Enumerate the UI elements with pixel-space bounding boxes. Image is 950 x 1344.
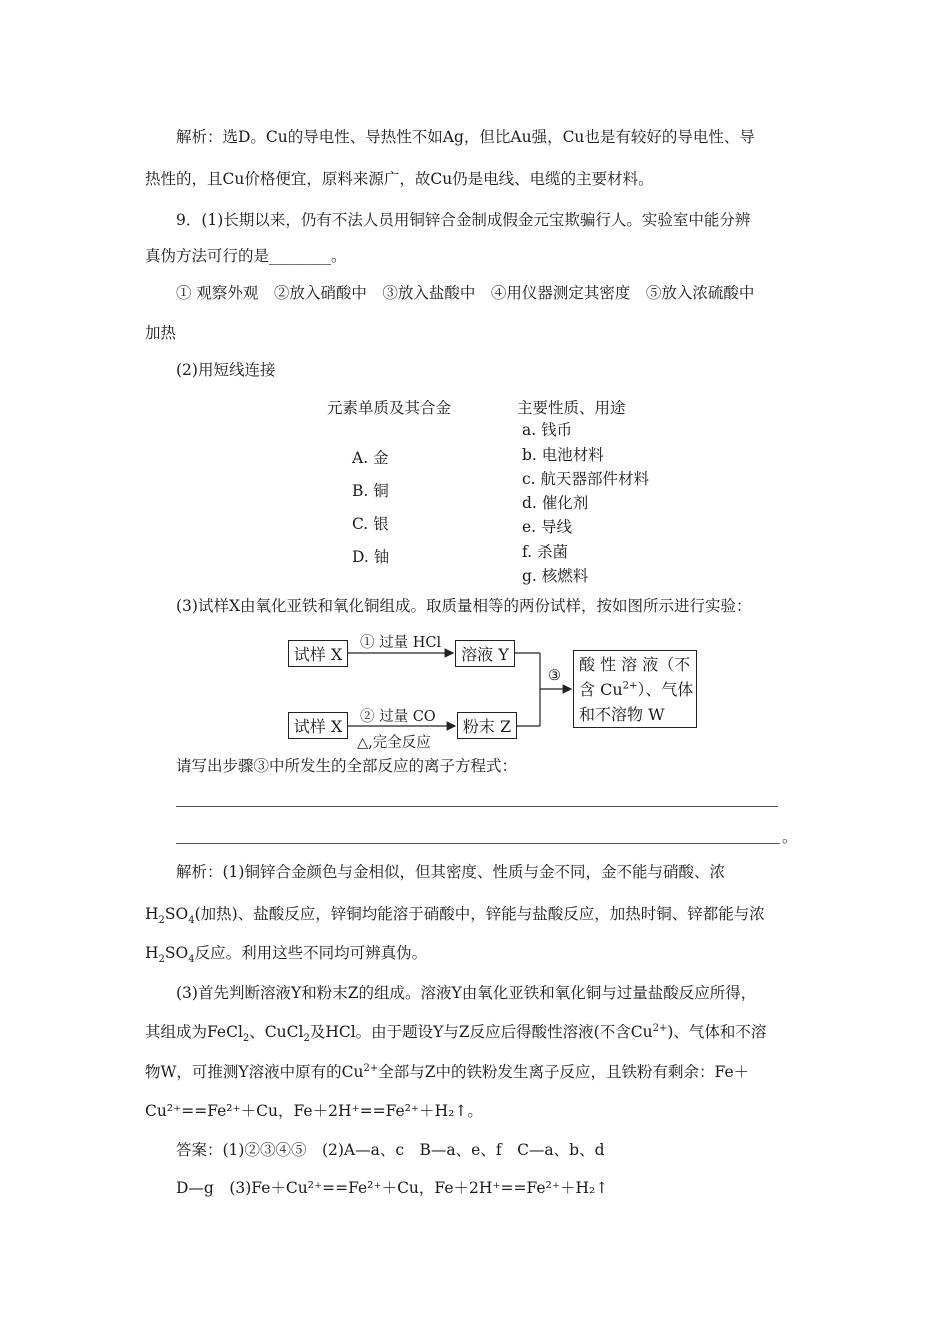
q9-part2-title: (2)用短线连接 [176,361,276,379]
matching-right-item-a: a. 钱币 [522,421,573,439]
sample-x-bottom-box: 试样 X [288,712,348,739]
matching-right-item-d: d. 催化剂 [522,494,589,512]
q9-part3-intro: (3)试样X由氧化亚铁和氧化铜组成。取质量相等的两份试样，按如图所示进行实验： [176,597,752,615]
matching-right-item-b: b. 电池材料 [522,446,604,464]
step3-label: ③ [548,668,561,684]
analysis-8-line-1: 解析：选D。Cu的导电性、导热性不如Ag，但比Au强，Cu也是有较好的导电性、导 [176,128,755,146]
result-line-2: 含 $Cu^{2+}$）、气体 [579,679,694,699]
analysis-9-p2-line-3: 物W，可推测Y溶液中原有的$Cu^{2+}$全部与Z中的铁粉发生离子反应，且铁粉有剩余：Fe＋ [145,1062,750,1081]
step2-label: ② 过量 CO [360,709,436,725]
matching-right-item-f: f. 杀菌 [522,543,569,561]
q9-part1-line-1: 9．(1)长期以来，仍有不法人员用铜锌合金制成假金元宝欺骗行人。实验室中能分辨 [176,211,751,229]
matching-left-item-b: B. 铜 [352,482,389,500]
analysis-8-line-2: 热性的，且Cu价格便宜，原料来源广，故Cu仍是电线、电缆的主要材料。 [145,170,654,188]
analysis-9-p1-line-3: $H_2SO_4$反应。利用这些不同均可辨真伪。 [145,944,428,966]
answer-blank-line-1[interactable] [176,806,778,807]
result-line-1: 酸 性 溶 液（不 [579,654,691,674]
analysis-9-p2-line-1: (3)首先判断溶液Y和粉末Z的组成。溶液Y由氧化亚铁和氧化铜与过量盐酸反应所得， [176,984,757,1002]
solution-y-box: 溶液 Y [455,640,515,667]
result-line-3: 和不溶物 W [579,704,665,724]
analysis-9-p1-line-2: $H_2SO_4$(加热)、盐酸反应，锌铜均能溶于硝酸中，锌能与盐酸反应，加热时铜、锌都能与浓 [145,905,765,927]
matching-left-item-c: C. 银 [352,515,389,533]
analysis-9-p1-line-1: 解析：(1)铜锌合金颜色与金相似，但其密度、性质与金不同，金不能与硝酸、浓 [176,863,725,881]
answer-line-1: 答案：(1)②③④⑤ (2)A—a、c B—a、e、f C—a、b、d [176,1141,605,1159]
sample-x-top-box: 试样 X [288,640,348,667]
matching-right-item-c: c. 航天器部件材料 [522,470,650,488]
result-box [573,650,697,728]
matching-left-item-d: D. 铀 [352,548,390,566]
answer-blank-line-2[interactable] [176,843,780,844]
q9-part1-line-2: 真伪方法可行的是________。 [145,247,347,265]
step2-condition-label: △,完全反应 [357,735,431,751]
q9-part3-question: 请写出步骤③中所发生的全部反应的离子方程式： [176,757,518,775]
matching-left-header: 元素单质及其合金 [327,399,452,417]
answer-line-2: D—g (3)Fe＋Cu²⁺==Fe²⁺＋Cu，Fe＋2H⁺==Fe²⁺＋H₂↑ [176,1179,609,1197]
analysis-9-p2-line-2: 其组成为FeCl$_2$、CuCl$_2$及HCl。由于题设Y与Z反应后得酸性溶液(不含$Cu^{2+}$)、气体和不溶 [145,1022,767,1045]
q9-options-line-1: ① 观察外观 ②放入硝酸中 ③放入盐酸中 ④用仪器测定其密度 ⑤放入浓硫酸中 [176,284,755,302]
q9-options-line-2: 加热 [145,324,177,342]
matching-left-item-a: A. 金 [352,449,389,467]
analysis-9-p2-line-4: Cu²⁺==Fe²⁺＋Cu，Fe＋2H⁺==Fe²⁺＋H₂↑。 [145,1102,483,1120]
powder-z-box: 粉末 Z [457,712,517,739]
matching-right-item-g: g. 核燃料 [522,567,589,585]
answer-blank-end: 。 [782,828,798,846]
matching-right-item-e: e. 导线 [522,518,573,536]
matching-right-header: 主要性质、用途 [517,399,626,417]
step1-label: ① 过量 HCl [360,635,442,651]
